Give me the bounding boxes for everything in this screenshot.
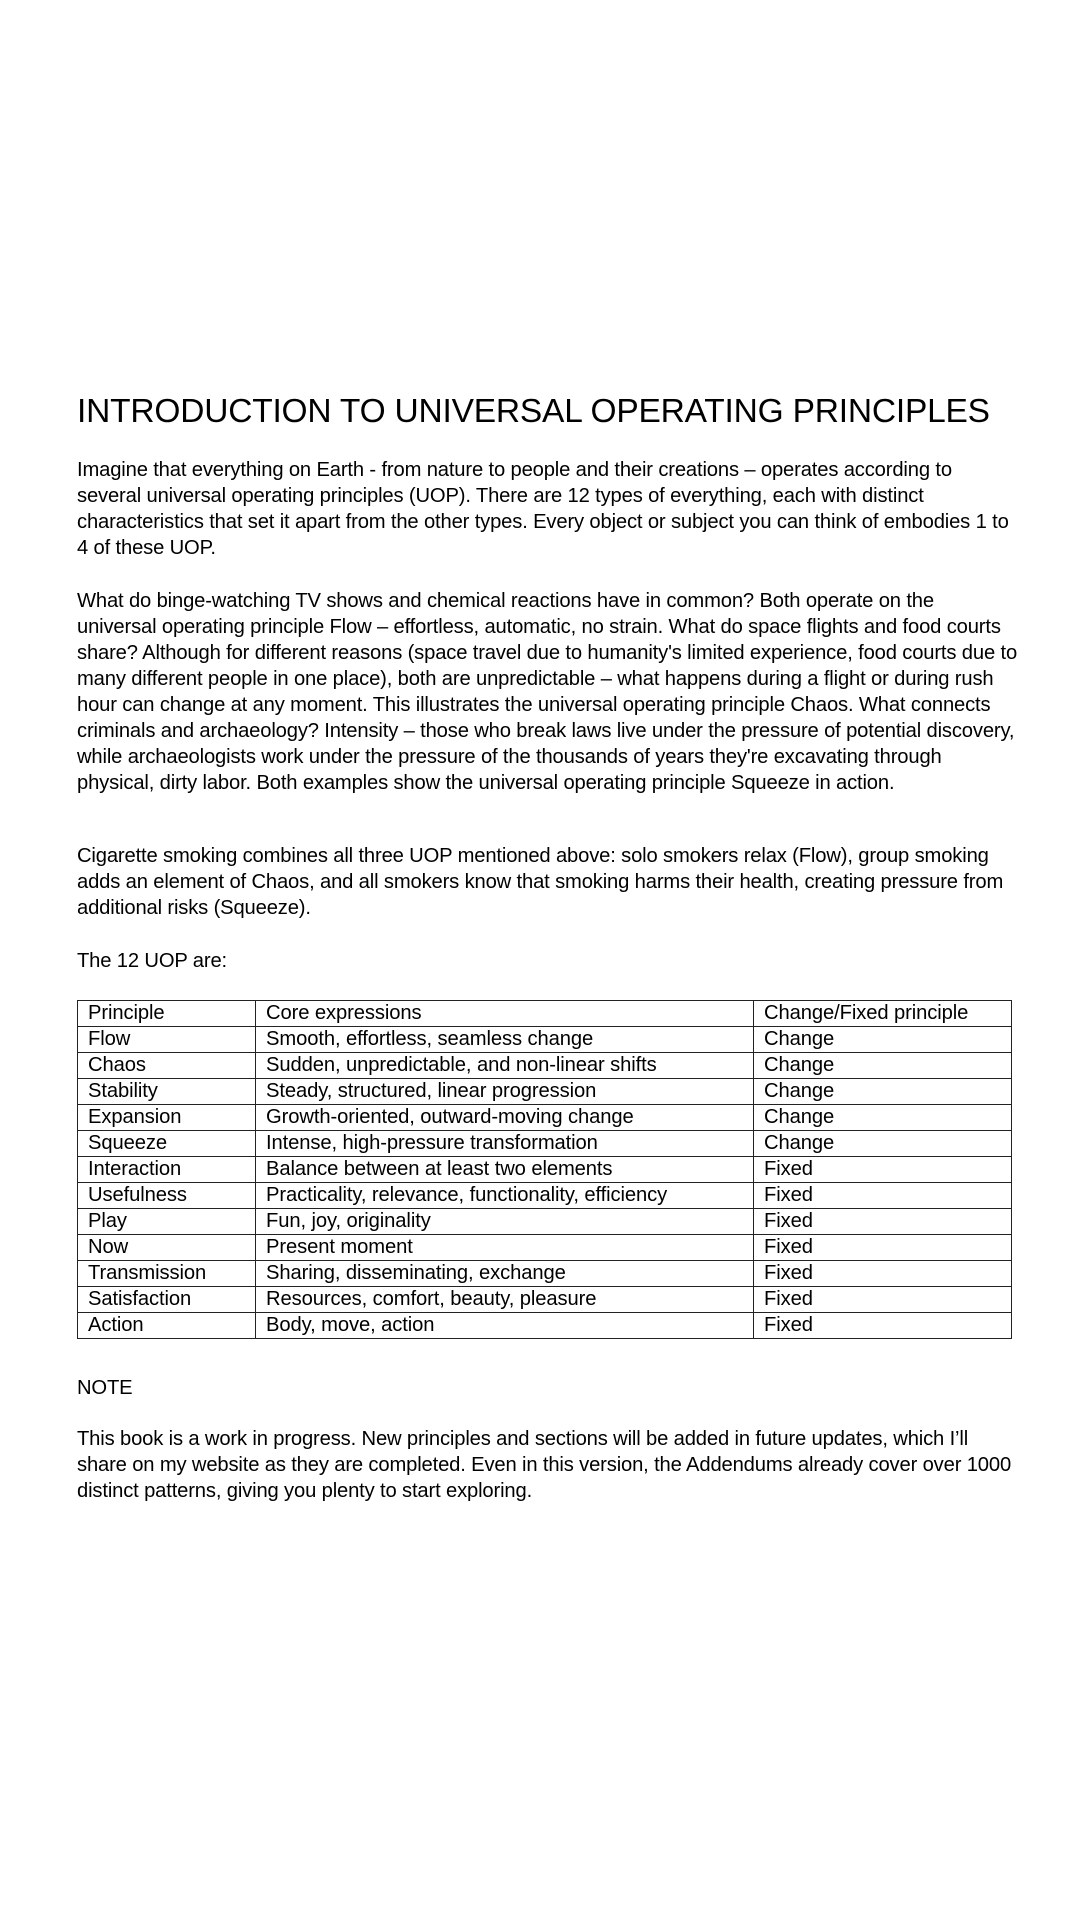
column-header-core-expressions: Core expressions — [256, 1001, 754, 1027]
table-row — [78, 1287, 1012, 1313]
table-row — [78, 1105, 1012, 1131]
table-row — [78, 1157, 1012, 1183]
table-row — [78, 1053, 1012, 1079]
expression-cell: Balance between at least two elements — [256, 1157, 754, 1183]
table-row — [78, 1079, 1012, 1105]
expression-cell: Intense, high-pressure transformation — [256, 1131, 754, 1157]
type-cell: Fixed — [754, 1235, 1012, 1261]
type-cell: Change — [754, 1131, 1012, 1157]
principle-cell: Satisfaction — [78, 1287, 256, 1313]
page-title: INTRODUCTION TO UNIVERSAL OPERATING PRINCIPLES — [77, 393, 990, 430]
principle-cell: Chaos — [78, 1053, 256, 1079]
table-row — [78, 1235, 1012, 1261]
type-cell: Change — [754, 1079, 1012, 1105]
principle-cell: Interaction — [78, 1157, 256, 1183]
column-header-principle: Principle — [78, 1001, 256, 1027]
expression-cell: Present moment — [256, 1235, 754, 1261]
expression-cell: Practicality, relevance, functionality, efficiency — [256, 1183, 754, 1209]
table-row — [78, 1209, 1012, 1235]
principle-cell: Stability — [78, 1079, 256, 1105]
table-intro-text: The 12 UOP are: — [77, 950, 227, 972]
expression-cell: Sharing, disseminating, exchange — [256, 1261, 754, 1287]
principle-cell: Transmission — [78, 1261, 256, 1287]
column-header-change-fixed: Change/Fixed principle — [754, 1001, 1012, 1027]
type-cell: Fixed — [754, 1183, 1012, 1209]
table-row — [78, 1261, 1012, 1287]
type-cell: Fixed — [754, 1313, 1012, 1339]
expression-cell: Steady, structured, linear progression — [256, 1079, 754, 1105]
expression-cell: Sudden, unpredictable, and non-linear shifts — [256, 1053, 754, 1079]
type-cell: Fixed — [754, 1157, 1012, 1183]
examples-paragraph: What do binge-watching TV shows and chemical reactions have in common? Both operate on the universal operating principle Flow – effortless, automatic, no strain. What do space flights and food courts share? Although for different reasons (space travel due to humanity's limited experience, food courts due to many different people in one place), both are unpredictable – what happens during a flight or during rush hour can change at any moment. This illustrates the universal operating principle Chaos. What connects criminals and archaeology? Intensity – those who break laws live under the pressure of potential discovery, while archaeologists work under the pressure of the thousands of years they're excavating through physical, dirty labor. Both examples show the universal operating principle Squeeze in action. — [77, 590, 1018, 794]
expression-cell: Growth-oriented, outward-moving change — [256, 1105, 754, 1131]
principle-cell: Now — [78, 1235, 256, 1261]
principle-cell: Usefulness — [78, 1183, 256, 1209]
type-cell: Change — [754, 1053, 1012, 1079]
intro-paragraph: Imagine that everything on Earth - from nature to people and their creations – operates according to several universal operating principles (UOP). There are 12 types of everything, each with distinct characteristics that set it apart from the other types. Every object or subject you can think of embodies 1 to 4 of these UOP. — [77, 459, 1009, 559]
table-row — [78, 1313, 1012, 1339]
smoking-paragraph: Cigarette smoking combines all three UOP mentioned above: solo smokers relax (Flow), group smoking adds an element of Chaos, and all smokers know that smoking harms their health, creating pressure from additional risks (Squeeze). — [77, 845, 1004, 919]
principle-cell: Expansion — [78, 1105, 256, 1131]
type-cell: Fixed — [754, 1261, 1012, 1287]
expression-cell: Body, move, action — [256, 1313, 754, 1339]
principle-cell: Squeeze — [78, 1131, 256, 1157]
expression-cell: Smooth, effortless, seamless change — [256, 1027, 754, 1053]
expression-cell: Resources, comfort, beauty, pleasure — [256, 1287, 754, 1313]
principle-cell: Action — [78, 1313, 256, 1339]
type-cell: Fixed — [754, 1209, 1012, 1235]
note-body: This book is a work in progress. New principles and sections will be added in future updates, which I’ll share on my website as they are completed. Even in this version, the Addendums already cover over 1000 distinct patterns, giving you plenty to start exploring. — [77, 1428, 1012, 1502]
type-cell: Fixed — [754, 1287, 1012, 1313]
table-header-row — [78, 1001, 1012, 1027]
table-row — [78, 1183, 1012, 1209]
type-cell: Change — [754, 1027, 1012, 1053]
uop-table — [77, 1000, 1012, 1339]
table-row — [78, 1131, 1012, 1157]
type-cell: Change — [754, 1105, 1012, 1131]
expression-cell: Fun, joy, originality — [256, 1209, 754, 1235]
principle-cell: Flow — [78, 1027, 256, 1053]
table-row — [78, 1027, 1012, 1053]
principle-cell: Play — [78, 1209, 256, 1235]
note-heading: NOTE — [77, 1377, 133, 1399]
